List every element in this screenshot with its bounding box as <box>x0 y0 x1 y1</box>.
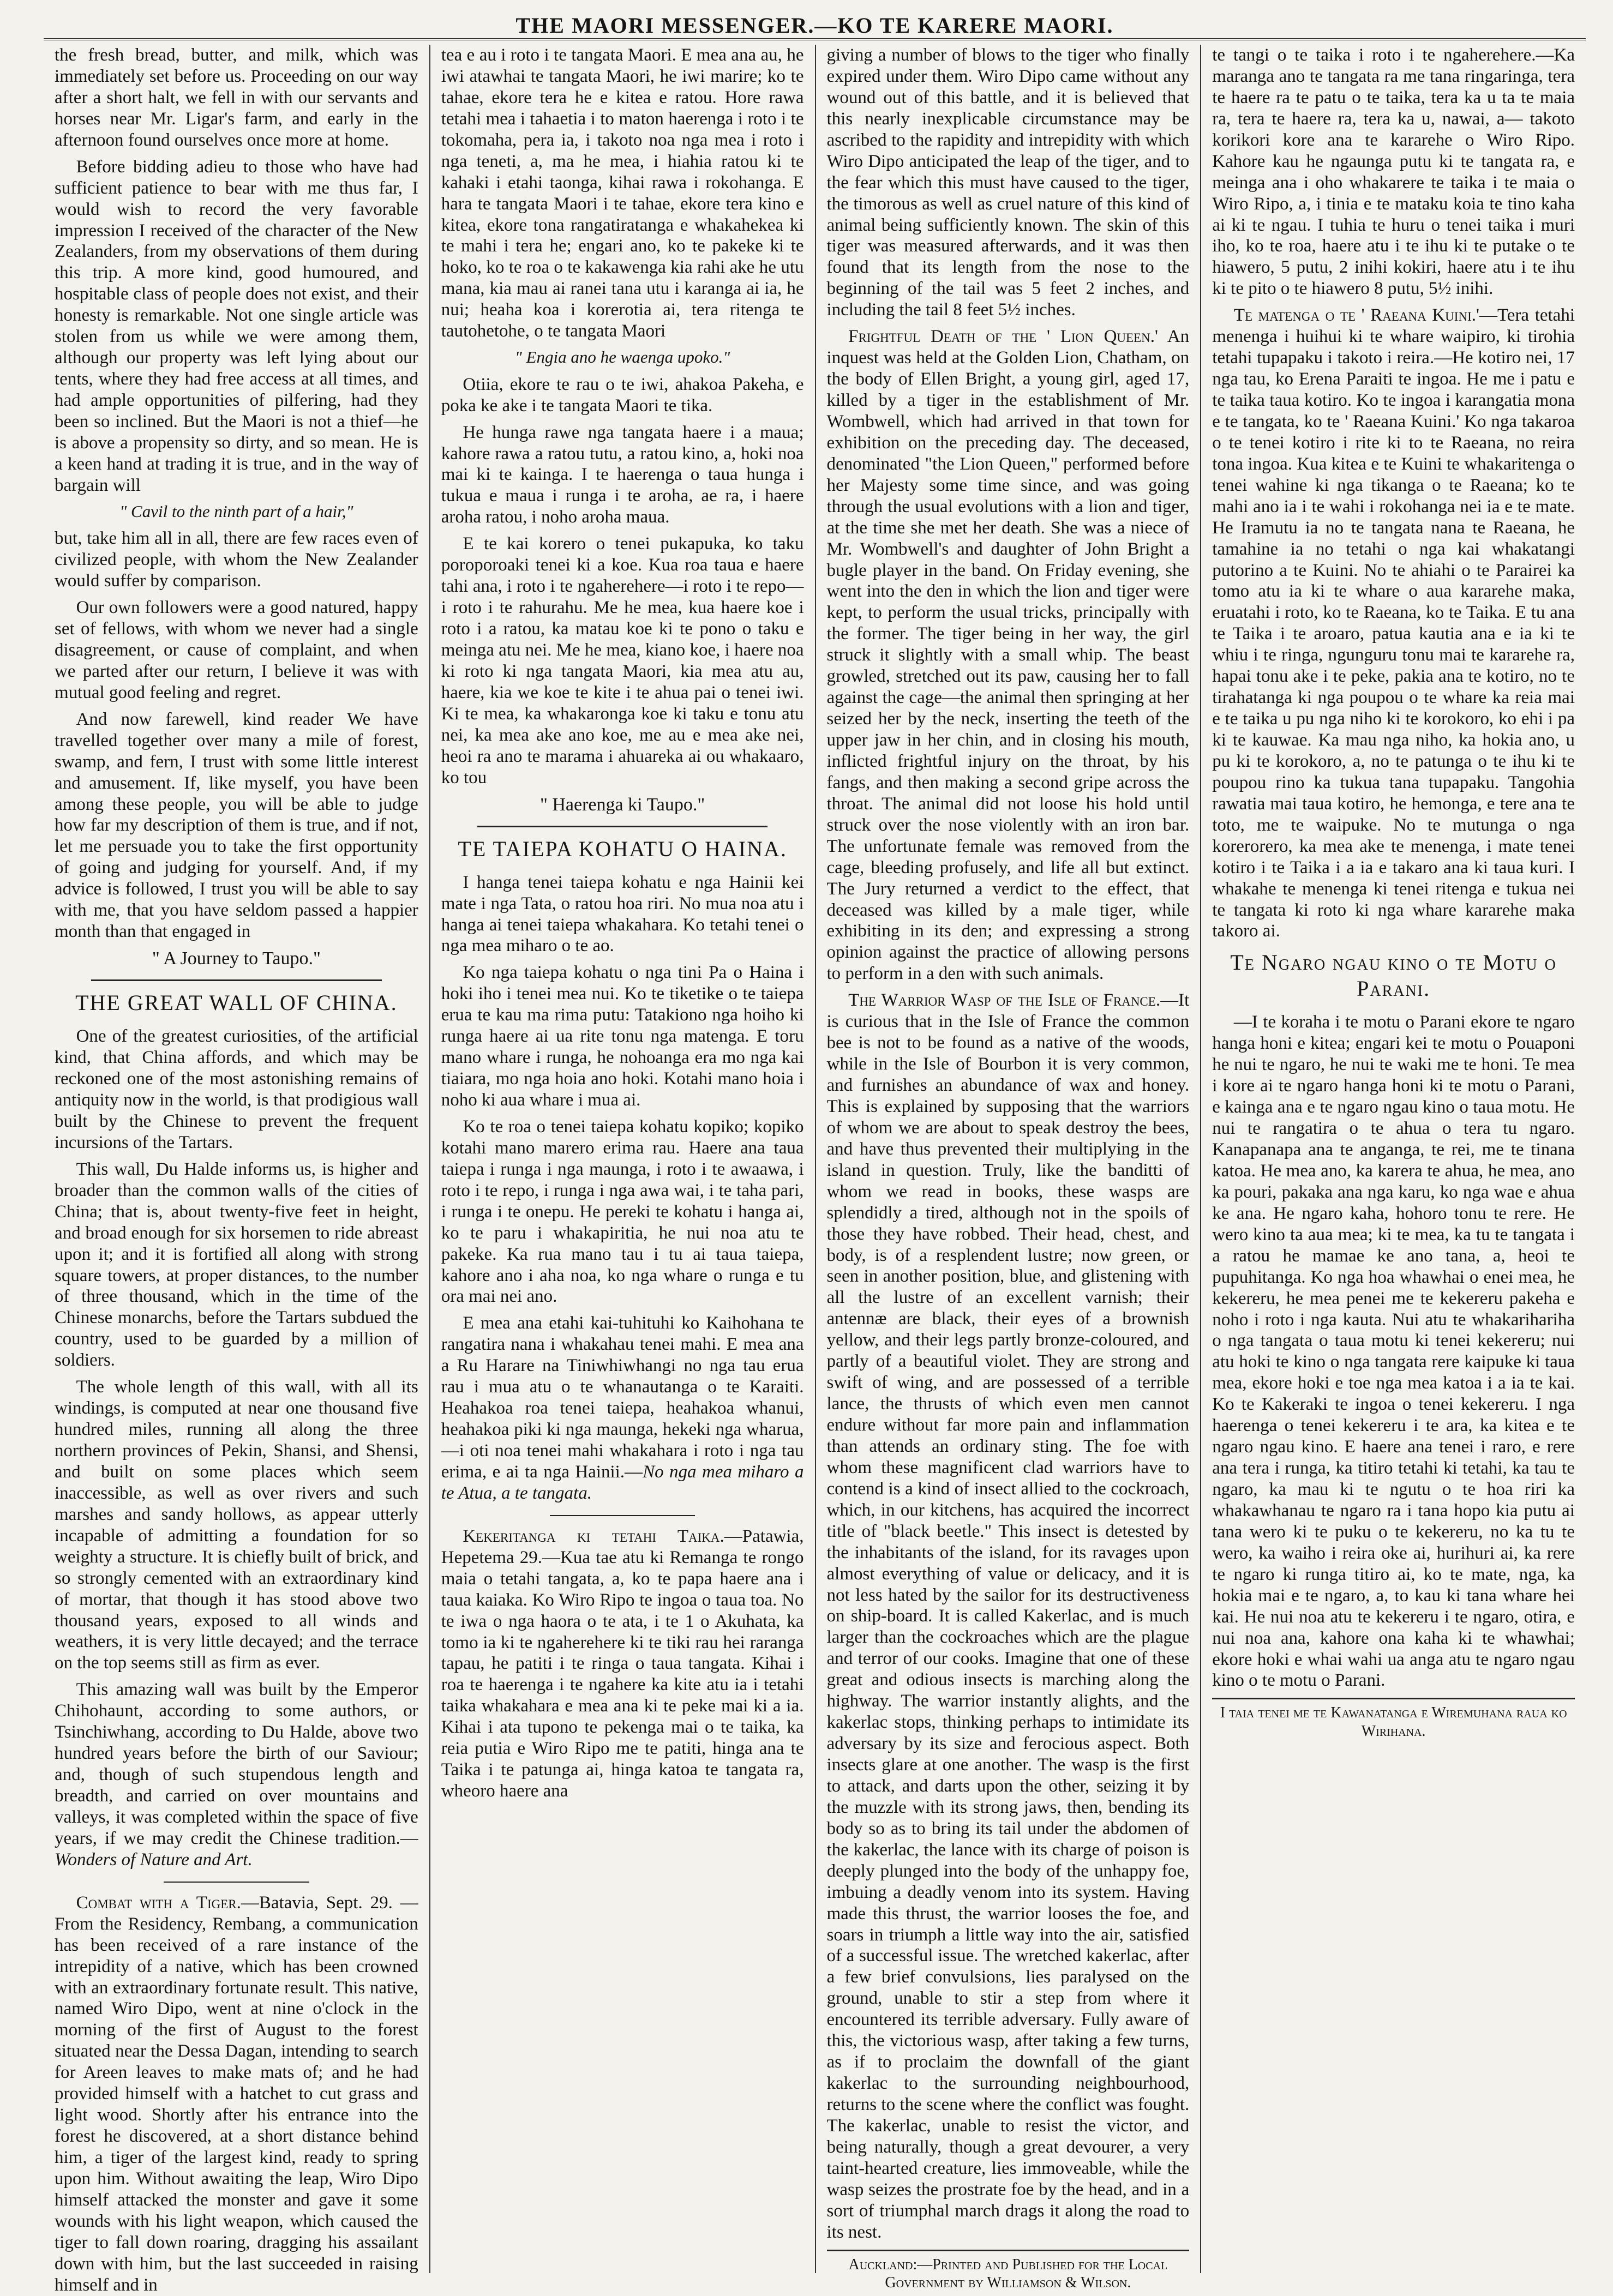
article-paragraph <box>55 1679 418 1870</box>
article-lead: Kekeritanga ki tetahi Taika. <box>463 1526 724 1546</box>
article-text: —Batavia, Sept. 29. —From the Residency, Rembang, a communication has been received of a rare instance of the intrepidity of a native, which has been crowned with an extraordinary fortunate result. This native, named Wiro Dipo, went at nine o'clock in the morning of the first of August to the forest situated near the Dessa Dagan, intending to search for Areen leaves to make mats of; and he had provided himself with a hatchet to cut grass and light wood. Shortly after his entrance into the forest he discovered, at a short distance behind him, a tiger of the largest kind, ready to spring upon him. Without awaiting the leap, Wiro Dipo himself attacked the monster and gave it some wounds with his light weapon, which caused the tiger to fall down roaring, dragging his assailant down with him, but the last succeeded in raising himself and in <box>55 1892 418 2295</box>
section-divider <box>477 826 767 827</box>
article-paragraph: Ko te roa o tenei taiepa kohatu kopiko; kopiko kotahi mano marero erima rau. Haere ana taua taiepa i runga i nga maunga, i roto i te awaawa, i roto i te repo, i runga i nga awa wai, i te taha pari, i runga i te onepu. He pereki te kohatu i hanga ai, ko te paru i whakapiritia, he nui noa atu te pakeke. Ka rua mano tau i tu ai taua taiepa, kahore ano i aha noa, ko nga whare o runga e tu ora mai nei ano. <box>441 1116 804 1307</box>
article-paragraph <box>441 1526 804 1802</box>
column-3 <box>815 45 1201 2292</box>
article-paragraph: I hanga tenei taiepa kohatu e nga Hainii kei mate i nga Tata, o ratou hoa riri. No mua noa atu i hanga ai tenei taiepa whakahara. Ko tetahi tenei o nga mea miharo o te ao. <box>441 872 804 956</box>
source-citation: No nga mea miharo a te Atua, a te tangata. <box>441 1462 804 1503</box>
article-signature: " A Journey to Taupo." <box>152 948 321 969</box>
article-text: This amazing wall was built by the Emperor Chihohaunt, according to some authors, or Tsinchiwhang, according to Du Halde, above two hundred years before the birth of our Saviour; and, though of such stupendous length and breadth, and carried on over mountains and valleys, it was completed within the space of five years, if we may credit the Chinese tradition.— <box>55 1680 418 1848</box>
article-text: —Patawia, Hepetema 29.—Kua tae atu ki Remanga te rongo maia o tetahi tangata, a, ko te papa haere ana i taua kaiaka. Ko Wiro Ripo te ingoa o taua toa. No te iwa o nga haora o te ata, i te 1 o Akuhata, ka tomo ia ki te ngaherehere ki te tiki rau hei raranga tapau, he patiti i te ringa o taua tangata. Kihai i roa te haerenga i te ngahere ka kite atu ia i tetahi taika whakahara e mea ana ki te peke mai ki a ia. Kihai i ata tupono te pekenga mai o te taika, ka reia putia e Wiro Ripo me te patiti, hinga ana te Taika i te patunga ai, hinga katoa te tangata ra, wheoro haere ana <box>441 1526 804 1801</box>
masthead-title: THE MAORI MESSENGER.—KO TE KARERE MAORI. <box>515 13 1114 38</box>
article-paragraph <box>441 1313 804 1504</box>
article-paragraph: te tangi o te taika i roto i te ngaherehere.—Ka maranga ano te tangata ra me tana ringaringa, tera te haere ra te patu o te taika, tera ka u ta te maia ra, tera te haere ra, tera ka u, nawai, a— takoto korikori kore ana te kararehe o Wiro Ripo. Kahore kau he ngaunga putu ki te tangata ra, e meinga ana i oho whakarere te taika i te maia o Wiro Ripo, a, i tinia e te mataku koia te tino kaha ai ki te ngau. I tuhia te huru o tenei taika i muri iho, ko te roa, haere atu i te ihu ki te putake o te hiawero, 5 putu, 2 inihi kokiri, haere atu i te ihu ki te pito o te hiawero 8 putu, 5½ inihi. <box>1212 45 1575 299</box>
imprint-footer: Auckland:—Printed and Published for the Local Government by Williamson & Wilson. <box>827 2250 1190 2292</box>
imprint-footer: I taia tenei me te Kawanatanga e Wiremuhana raua ko Wirihana. <box>1212 1698 1575 1740</box>
section-heading: THE GREAT WALL OF CHINA. <box>75 990 398 1015</box>
article-paragraph: And now farewell, kind reader We have travelled together over many a mile of forest, swamp, and fern, I trust with some little interest and amusement. If, like myself, you have been among these people, you will be able to judge how far my description of them is true, and if not, let me persuade you to take the first opportunity of going and judging for yourself. And, if my advice is followed, I trust you will be able to say with me, that you have seldom passed a happier month than that engaged in <box>55 709 418 942</box>
article-paragraph: One of the greatest curiosities, of the artificial kind, that China affords, and which may be reckoned one of the most astonishing remains of antiquity now in the world, is that prodigious wall built by the Chinese to prevent the frequent incursions of the Tartars. <box>55 1026 418 1152</box>
article-paragraph: Before bidding adieu to those who have had sufficient patience to bear with me thus far, I would wish to record the very favorable impression I received of the character of the New Zealanders, from my observations of them during this trip. A more kind, good humoured, and hospitable class of people does not exist, and their honesty is remarkable. Not one single article was stolen from us while we were among them, although our property was left lying about our tents, where they had free access at all times, and had ample opportunities of pilfering, had they been so inclined. But the Maori is not a thief—he is above a propensity so dirty, and so mean. He is a keen hand at trading it is true, and in the way of bargain will <box>55 157 418 495</box>
article-paragraph: Otiia, ekore te rau o te iwi, ahakoa Pakeha, e poka ke ake i te tangata Maori te tika. <box>441 374 804 416</box>
article-paragraph <box>827 990 1190 2243</box>
article-paragraph <box>1212 305 1575 942</box>
article-paragraph: the fresh bread, butter, and milk, which was immediately set before us. Proceeding on our way after a short halt, we fell in with our servants and horses near Mr. Ligar's farm, and early in the afternoon found ourselves once more at home. <box>55 45 418 150</box>
article-text: An inquest was held at the Golden Lion, Chatham, on the body of Ellen Bright, a young girl, aged 17, killed by a tiger in the establishment of Mr. Wombwell, which had arrived in that town for exhibition on the preceding day. The deceased, denominated "the Lion Queen," performed before her Majesty some time since, and was going through the usual evolutions with a lion and tiger, at the time she met her death. She was a niece of Mr. Wombwell's and daughter of John Bright a bugle player in the band. On Friday evening, she went into the den in which the lion and tiger were kept, to perform the usual tricks, principally with the former. The tiger being in her way, the girl struck it slightly with a small whip. The beast growled, stretched out its paw, causing her to fall against the cage—the animal then springing at her seized her by the neck, inserting the teeth of the upper jaw in her chin, and in closing his mouth, inflicted frightful injury on the throat, by his fangs, and then making a second gripe across the throat. The animal did not loose his hold until struck over the nose violently with an iron bar. The unfortunate female was removed from the cage, bleeding profusely, and life all but extinct. The Jury returned a verdict to the effect, that deceased was killed by a male tiger, while exhibiting in its den; and expressing a strong opinion against the practice of allowing persons to perform in a den with such animals. <box>826 327 1190 984</box>
article-paragraph <box>827 326 1190 984</box>
article-quote: " Engia ano he waenga upoko." <box>514 347 730 367</box>
column-2 <box>429 45 815 2273</box>
section-divider <box>550 1515 695 1516</box>
masthead <box>44 12 1586 40</box>
columns <box>44 45 1586 2295</box>
article-text: —It is curious that in the Isle of France the common bee is not to be found as a native of the woods, while in the Isle of Bourbon it is very common, and furnishes an abundance of wax and honey. This is explained by supposing that the warriors of whom we are about to speak destroy the bees, and have thus prevented their multiplying in the island in question. Truly, like the banditti of whom we read in books, these wasps are splendidly a tired, although not in the spoils of those they have robbed. Their head, chest, and body, is of a resplendent lustre; now green, or seen in another position, blue, and glistening with all the lustre of an excellent varnish; their antennæ are black, their eyes of a brownish yellow, and their legs partly bronze-coloured, and partly of a beautiful violet. They are strong and swift of wing, and are possessed of a terrible lance, the thrusts of which even men cannot endure without far more pain and inflammation than attends an ordinary sting. The foe with whom these magnificent clad warriors have to contend is a kind of insect allied to the cockroach, which, in our kitchens, has acquired the incorrect title of "black beetle." This insect is detested by the inhabitants of the island, for its ravages upon almost everything of value or delicacy, and it is not less hated by the sailor for its destructiveness on ship-board. It is called Kakerlac, and is much larger than the cockroaches which are the plague and terror of our cooks. Imagine that one of these great and odious insects is marching along the highway. The warrior instantly alights, and the kakerlac stops, thinking perhaps to intimidate its adversary by its size and ferocious aspect. Both insects glare at one another. The wasp is the first to attack, and darts upon the other, seizing it by the muzzle with its strong jaws, then, bending its body so as to bring its tail under the abdomen of the kakerlac, the lance with its charge of poison is deeply plunged into the body of the unhappy foe, imbuing a deadly venom into its system. Having made this thrust, the warrior looses the foe, and soars in triumph a little way into the air, satisfied of a successful issue. The wretched kakerlac, after a few brief convulsions, lies paralysed on the ground, unable to stir a step from where it encountered its terrible adversary. Fully aware of this, the victorious wasp, after taking a few turns, as if to proclaim the downfall of the giant kakerlac to the surrounding neighbourhood, returns to the scene where the conflict was fought. The kakerlac, unable to resist the victor, and being naturally, though a great devourer, a very taint-hearted creature, lies immoveable, while the wasp seizes the prostrate foe by the head, and in a sort of triumphal march drags it along the road to its nest. <box>826 990 1190 2242</box>
section-heading: Te Ngaro ngau kino o te Motu o Parani. <box>1230 950 1557 1001</box>
article-paragraph: tea e au i roto i te tangata Maori. E mea ana au, he iwi atawhai te tangata Maori, he iwi marire; ko te tahae, ekore tera he e kitea e ratou. Hore rawa tetahi mea i tahaetia i to maton haerenga i roto i te tokomaha, pera ia, i takoto noa nga mea i roto i nga teneti, a, ma he mea, i hiahia ratou ki te kahaki i etahi taonga, kihai rawa i rokohanga. E hara te tangata Maori i te tahae, ekore tera kino e kitea, ekore tona rangatiratanga e whakahekea ki te mahi i tera he; engari ano, ko te pakeke ki te hoko, ko te roa o te kakawenga kia rahi ake he utu mana, kia mau ai ranei tana utu i karanga ai ia, he nui; heaha koa i korerotia ai, tera ritenga te tautohetohe, o te tangata Maori <box>441 45 804 341</box>
article-paragraph: giving a number of blows to the tiger who finally expired under them. Wiro Dipo came without any wound out of this battle, and it is believed that this nearly inexplicable circumstance may be ascribed to the rapidity and intrepidity with which Wiro Dipo anticipated the leap of the tiger, and to the fear which this must have caused to the tiger, the timorous as well as cruel nature of this kind of animal being sufficiently known. The skin of this tiger was measured afterwards, and it was then found that its length from the nose to the beginning of the tail was 5 feet 2 inches, and including the tail 8 feet 5½ inches. <box>826 45 1190 320</box>
article-paragraph: He hunga rawe nga tangata haere i a maua; kahore rawa a ratou tutu, a ratou kino, a, hoki noa mai ki te kainga. I te haerenga o taua hunga i tukua e maua i runga i te aroha, ae ra, i haere aroha ratou, i noho aroha maua. <box>441 422 804 527</box>
column-1 <box>44 45 429 2295</box>
article-paragraph: Our own followers were a good natured, happy set of fellows, with whom we never had a single disagreement, or cause of complaint, and when we parted after our return, I believe it was with mutual good feeling and regret. <box>55 598 418 702</box>
article-paragraph: E te kai korero o tenei pukapuka, ko taku poroporoaki tenei ki a koe. Kua roa taua e haere tahi ana, i roto i te ngaherehere—i roto i te repo—i roto i te rahurahu. Me he mea, kua haere koe i roto i a ratou, ka matau koe ki te pono o taku e meinga atu nei. Me he mea, kiano koe, i haere noa ki roto ki nga tangata Maori, kia mea atu au, haere, kia we koe te kite i te ahua pai o tenei iwi. Ki te mea, ka whakaronga koe ki taku e tonu atu nei, ka mea ake ano koe, me au e mea ake nei, heoi ra ano te marama i ahuareka ai ou whakaaro, ko tou <box>441 534 804 788</box>
source-citation: Wonders of Nature and Art. <box>55 1849 253 1870</box>
article-lead: Frightful Death of the ' Lion Queen.' <box>848 327 1158 347</box>
article-text: E mea ana etahi kai-tuhituhi ko Kaihohana te rangatira nana i whakahau tenei mahi. E mea ana a Ru Harare na Tiniwhiwhangi no nga tau erua rau i mua atu o te whanautanga o te Karaiti. Heahakoa roa tenei taiepa, heahakoa whanui, heahakoa piki ki nga maunga, hekeki nga wharua,—i oti noa tenei mahi whakahara i roto i nga tau erima, e ai ta nga Hainii.— <box>441 1313 804 1482</box>
article-text: —Tera tetahi menenga i huihui ki te whare waipiro, ki tirohia tetahi tupapaku i takoto i reira.—He kotiro nei, 17 nga tau, ko Erena Paraiti te ingoa. He me i patu e te taika taua kotiro. Ko te ingoa i karangatia mona e te tangata, ko te ' Raeana Kuini.' Ko nga takaroa o te tenei kotiro i rite ki to te Raeana, no reira tona ingoa. Kua kitea e te Kuini te whakaritenga o tenei wahine ki nga tikanga o te Raeana; ko te mahi ano ia i te wahi i rokohanga nei ia e te mate. He Iramutu ia no te tangata nana te Raeana, he tamahine ia no tetahi o nga kai whakatangi putorino a te Kuini. No te ahiahi o te Parairei ka tomo atu ia ki te whare o aua kararehe maka, eruatahi i roto, ko te Raeana, ko te Taika. E tu ana te Taika i te aroaro, patua kautia ana e ia ki te whiu i te ringa, ngunguru tonu mai te kararehe ra, hapai tonu ake i te peke, pakia ana te kotiro, no te tirahatanga ki nga poupou o te whare ka reia mai e te taika u pu nga niho ki te korokoro, ko ehi i pa ki te kauwae. Ka mau nga niho, ka hokia ano, u pu ki te korokoro, a, no te patunga o te ihu ki te poupou rino ka tukua tana tupapaku. Tangohia rawatia mai taua kotiro, he hemonga, e tere ana te toto, me te waipuke. No te mutunga o nga korerorero, ka mea ake te menenga, i mate tenei kotiro i te Taika i a ia e takaro ana ki taua kuri. I whakahe te menenga ki tenei ritenga e tukua nei te tangata ki roto ki nga whare kararehe maka takoro ai. <box>1212 305 1575 941</box>
column-4 <box>1200 45 1586 2273</box>
article-signature: " Haerenga ki Taupo." <box>539 794 705 815</box>
article-lead: The Warrior Wasp of the Isle of France. <box>848 990 1161 1011</box>
article-paragraph <box>55 1892 418 2296</box>
section-heading: TE TAIEPA KOHATU O HAINA. <box>458 836 787 861</box>
article-quote: " Cavil to the ninth part of a hair," <box>119 501 353 521</box>
section-divider <box>164 1882 309 1883</box>
section-divider <box>91 979 382 981</box>
article-paragraph: This wall, Du Halde informs us, is higher and broader than the common walls of the cities of China; that is, about twenty-five feet in height, and broad enough for six horsemen to ride abreast upon it; and it is fortified all along with strong square towers, at proper distances, to the number of three thousand, which in the time of the Chinese monarchs, before the Tartars subdued the country, used to be guarded by a million of soldiers. <box>55 1159 418 1371</box>
article-lead: Te matenga o te ' Raeana Kuini.' <box>1233 305 1479 326</box>
article-paragraph: The whole length of this wall, with all its windings, is computed at near one thousand five hundred miles, running all along the three northern provinces of Pekin, Shansi, and Shensi, and built on some places which seem inaccessible, as well as over rivers and such marshes and sandy hollows, as appear utterly incapable of admitting a foundation for so weighty a structure. It is chiefly built of brick, and so strongly cemented with an extraordinary kind of mortar, that though it has stood above two thousand years, exposed to all winds and weathers, it is very little decayed; and the terrace on the top seems still as firm as ever. <box>55 1377 418 1673</box>
article-paragraph: —I te koraha i te motu o Parani ekore te ngaro hanga honi e kitea; engari kei te motu o Pouaponi he nui te ngaro, he nui te waki me te honi. Te mea i kore ai te ngaro hanga honi ki te motu o Parani, e kainga ana e te ngaro ngau kino o taua motu. He nui te rangatira o te ahua o tera tu ngaro. Kanapanapa ana te anganga, te rei, me te tinana katoa. He mea ano, ka karera te ahua, he mea, ano ka pouri, pakaka ana nga karu, ko nga wae e ahua ke ana. He ngaro kaha, hohoro tonu te rere. He wero kino ta aua mea; ki te mea, ka tu te tangata i a ratou he mamae ke ano tana, a, heoi te pupuhitanga. Ko nga hoa whawhai o enei mea, he kekereru, he mea penei me te kekereru pakeha e noho i roto i nga kauta. Nui atu te whakarihariha o nga tangata o taua motu ki tenei kekereru; nui atu hoki te kino o nga tangata rere kaipuke ki taua mea, ekore hoki e toe nga mea katoa i a ia te kai. Ko te Kakeraki te ingoa o tenei kekereru. I nga haerenga o tenei kekereru i te ara, ka kitea e te ngaro ngau kino. E haere ana tenei i raro, e rere ana tera i runga, ka titiro tetahi ki tetahi, ka tau te ngaro, ka mau ki te ngutu o te hoa riri ka whakawhanau te ngaro ra i tana hopo kia putu ai tana wero ki te puku o te kekereru, no ka tu te wero, ka waiho i reira oke ai, hurihuri ai, ka rere te ngaro ki runga titiro ai, ko te mate, nga, ka hokia mai e te ngaro, a, to kau ki tana whare hei kai. He nui noa atu te kekereru i te ngaro, otira, e nui noa ana, kahore ona kaha ki te whawhai; ekore hoki e whai wahi ua anga atu te ngaro ngau kino o te motu o Parani. <box>1212 1012 1575 1691</box>
article-paragraph: Ko nga taiepa kohatu o nga tini Pa o Haina i hoki iho i tenei mea nui. Ko te tiketike o te taiepa erua te kau ma rima putu: Tatakiono nga hoiho ki runga haere ai ua rite tonu nga matenga. E toru mano whare i runga, he nohoanga era mo nga kai tiaiara, mo nga hoia ano hoki. Kotahi mano hoia i noho ki aua whare i mua ai. <box>441 963 804 1110</box>
article-lead: Combat with a Tiger. <box>76 1892 241 1913</box>
article-paragraph: but, take him all in all, there are few races even of civilized people, with whom the New Zealander would suffer by comparison. <box>55 528 418 591</box>
